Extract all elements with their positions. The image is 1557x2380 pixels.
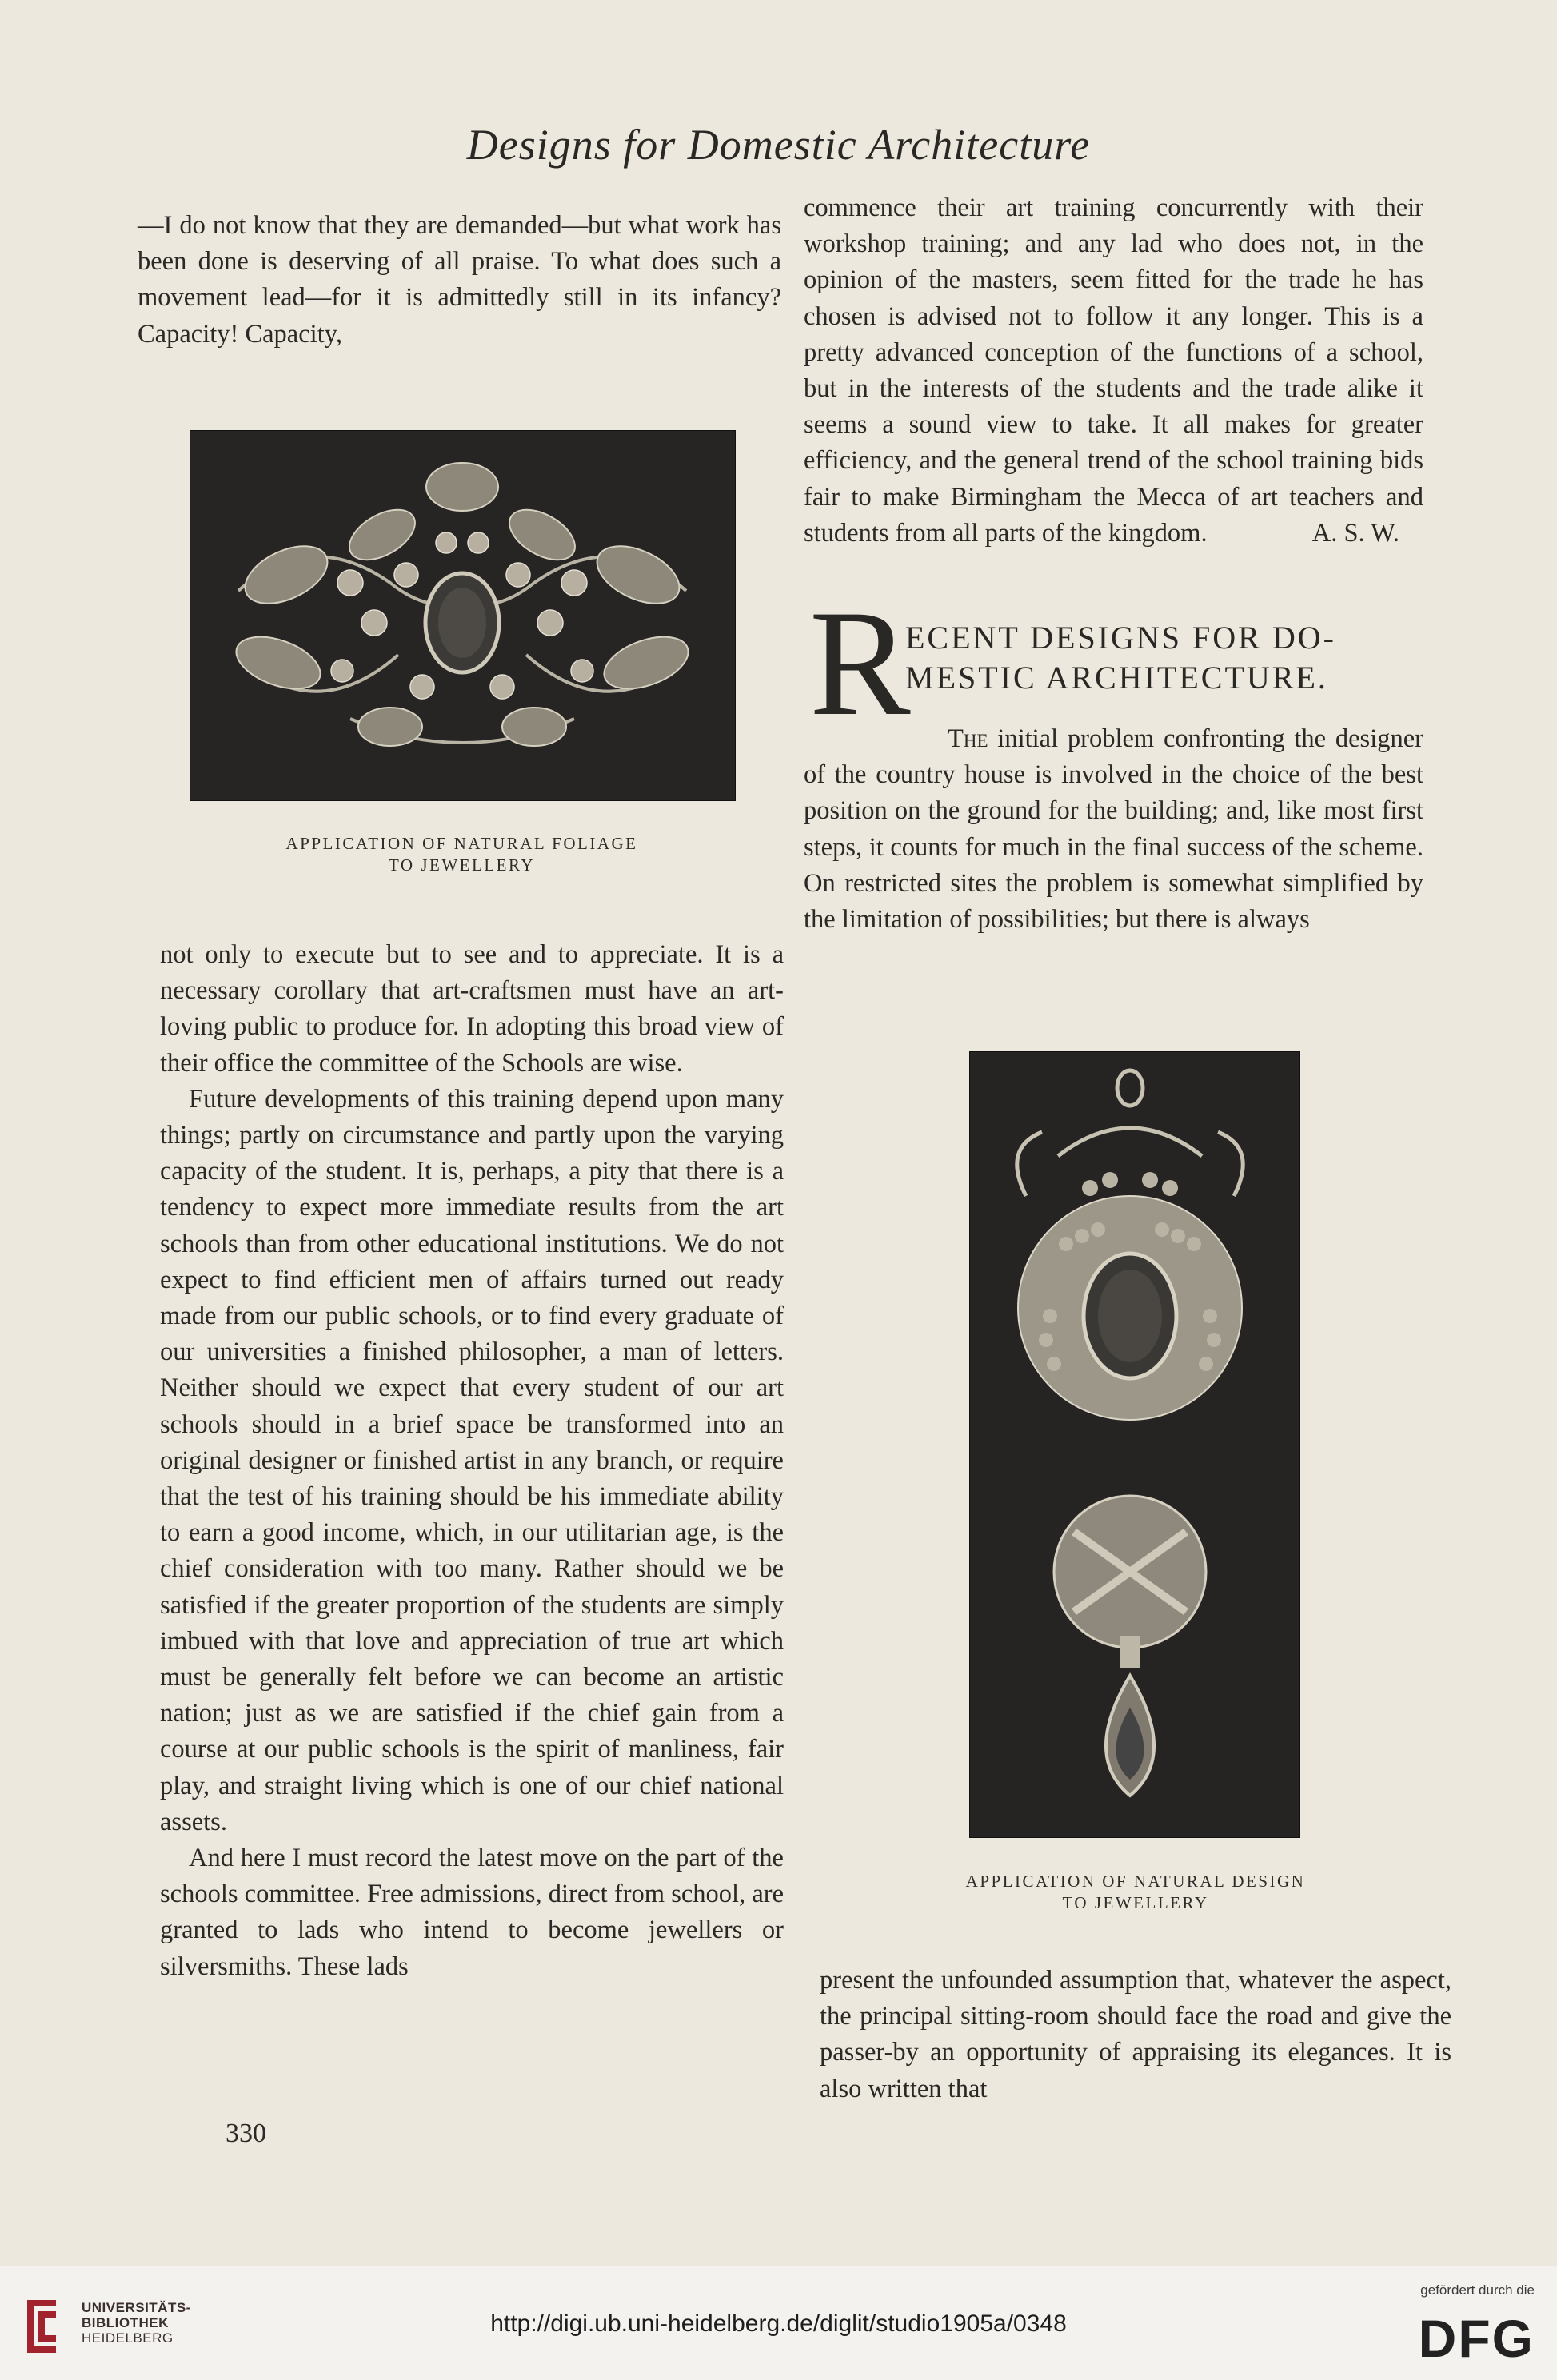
paragraph: Future developments of this training depend upon many things; partly on circumstance and partly upon the varying capacity of the student. It is, perhaps, a pity that there is a tendency to expect more immediate results from the art schools than from other educational institutions. We do not expect to find efficient men of affairs turned out ready made from our public schools, or to find every graduate of our universities a finished philosopher, a man of letters. Neither should we expect that every student of our art schools should in a brief space be transformed into an original designer or finished artist in any branch, or require that the test of his training should be his immediate ability to earn a good income, which, in our utilitarian age, is the chief consideration with too many. Rather should we be satisfied if the greater proportion of the students are simply imbued with that love and appreciation of true art which must be generally felt before we can become an artistic nation; just as we are satisfied if the chief gain from a course at our public schools is the spirit of manliness, fair play, and straight living which is one of our chief national assets.: [160, 1084, 784, 1836]
right-column-top-text: [804, 190, 1423, 552]
paragraph: [804, 721, 1423, 938]
paragraph: not only to execute but to see and to appreciate. It is a necessary corollary that art-craftsmen must have an art-loving public to produce for. In adopting this broad view of their office the committee of the Schools are wise.: [160, 940, 784, 1078]
small-caps-word: The: [948, 724, 988, 753]
page-number: 330: [226, 2119, 266, 2148]
figure-1-caption: [190, 833, 734, 876]
paragraph: And here I must record the latest move on the part of the schools committee. Free admissions, direct from school, are granted to lads who intend to become jewellers or silversmiths. These lads: [160, 1844, 784, 1981]
dfg-logo: DFG: [1418, 2309, 1535, 2368]
funded-by-label: gefördert durch die: [1420, 2282, 1535, 2298]
paragraph: [804, 190, 1423, 552]
pendant-image: [970, 1052, 1299, 1837]
figure-2-caption: [912, 1871, 1359, 1914]
heading-line: MESTIC ARCHITECTURE.: [905, 660, 1328, 696]
paragraph-text: commence their art training concurrently with their workshop training; and any lad who does not, in the opinion of the masters, seem fitted for the trade he has chosen is advised not to follow it any longer. This is a pretty advanced conception of the functions of a school, but in the interests of the students and the trade alike it seems a sound view to take. It all makes for greater efficiency, and the general trend of the school training bids fair to make Birmingham the Mecca of art teachers and students from all parts of the kingdom.: [804, 193, 1423, 548]
drop-cap: R: [809, 580, 911, 747]
library-name-line: HEIDELBERG: [82, 2330, 174, 2346]
left-column-text: [160, 937, 784, 1985]
brooch-photograph: [190, 430, 736, 801]
right-column-bottom-text: [820, 1963, 1451, 2107]
foliage-brooch-image: [190, 431, 735, 800]
paragraph-text: initial problem confronting the designer of the country house is involved in the choice of the best position on the ground for the building; and, like most first steps, it counts for much in the final success of the scheme. On restricted sites the problem is somewhat simplified by the limitation of possibilities; but there is always: [804, 724, 1423, 935]
caption-line: TO JEWELLERY: [1062, 1893, 1209, 1912]
library-name-line: BIBLIOTHEK: [82, 2315, 169, 2330]
running-head: Designs for Domestic Architecture: [466, 121, 1091, 169]
pendant-photograph: [969, 1051, 1300, 1838]
caption-line: APPLICATION OF NATURAL FOLIAGE: [285, 834, 638, 853]
caption-line: TO JEWELLERY: [388, 855, 535, 875]
digitization-footer: [0, 2266, 1557, 2380]
paragraph: —I do not know that they are demanded—but what work has been done is deserving of all praise. To what does such a movement lead—for it is admittedly still in its infancy? Capacity! Capacity,: [138, 211, 781, 349]
source-url-link[interactable]: http://digi.ub.uni-heidelberg.de/diglit/studio1905a/0348: [490, 2310, 1067, 2337]
left-column-top-text: [138, 208, 781, 353]
paragraph: present the unfounded assumption that, whatever the aspect, the principal sitting-room should face the road and give the passer-by an opportunity of appraising its elegances. It is also written that: [820, 1966, 1451, 2103]
heading-line: ECENT DESIGNS FOR DO-: [905, 620, 1336, 656]
library-name-line: UNIVERSITÄTS-: [82, 2300, 191, 2315]
caption-line: APPLICATION OF NATURAL DESIGN: [965, 1872, 1306, 1891]
signature: A. S. W.: [1311, 518, 1399, 548]
right-column-intro-text: [804, 721, 1423, 938]
